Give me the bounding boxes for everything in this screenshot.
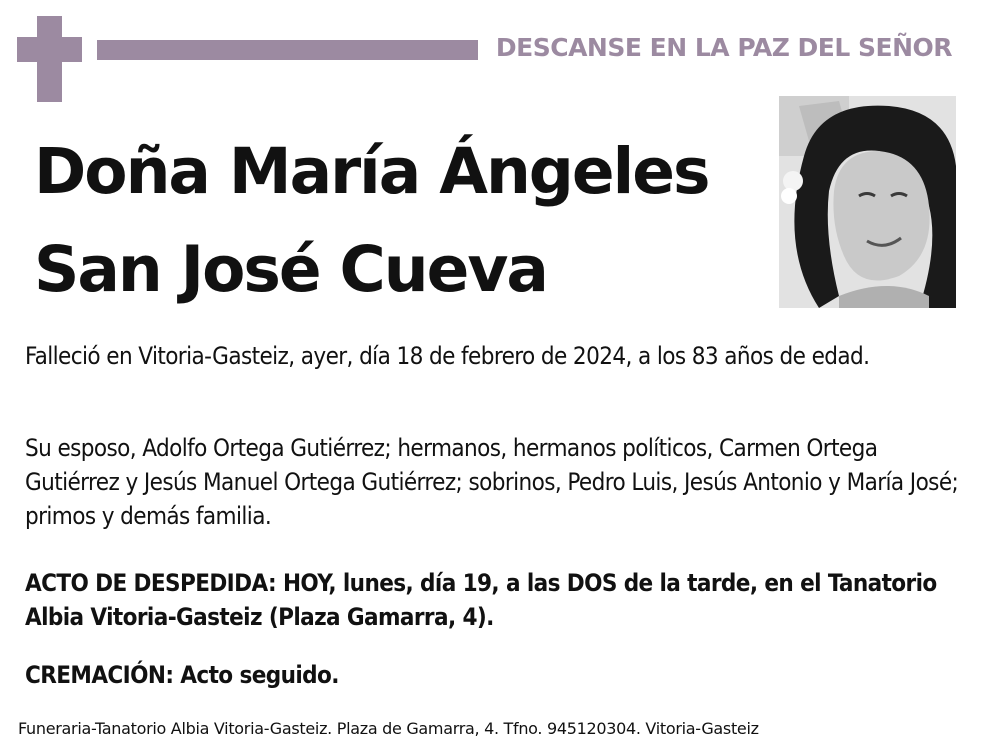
portrait-photo — [779, 96, 956, 308]
deceased-name-line1: Doña María Ángeles — [34, 135, 709, 208]
funeral-home-footer: Funeraria-Tanatorio Albia Vitoria-Gasteiz. Plaza de Gamarra, 4. Tfno. 945120304. Vitoria-Gasteiz — [18, 719, 759, 738]
death-notice-text: Falleció en Vitoria-Gasteiz, ayer, día 18 de febrero de 2024, a los 83 años de edad. — [25, 342, 870, 370]
header-divider — [97, 40, 478, 60]
farewell-text: ACTO DE DESPEDIDA: HOY, lunes, día 19, a las DOS de la tarde, en el Tanatorio Albia Vitoria-Gasteiz (Plaza Gamarra, 4). — [25, 569, 937, 631]
deceased-name-line2: San José Cueva — [34, 233, 547, 306]
family-text: Su esposo, Adolfo Ortega Gutiérrez; hermanos, hermanos políticos, Carmen Ortega Gutiérrez y Jesús Manuel Ortega Gutiérrez; sobrinos, Pedro Luis, Jesús Antonio y María José; primos y demás familia. — [25, 434, 959, 530]
cross-icon-bar — [17, 37, 82, 62]
tagline: DESCANSE EN LA PAZ DEL SEÑOR — [495, 33, 952, 62]
cremation-text: CREMACIÓN: Acto seguido. — [25, 661, 339, 689]
